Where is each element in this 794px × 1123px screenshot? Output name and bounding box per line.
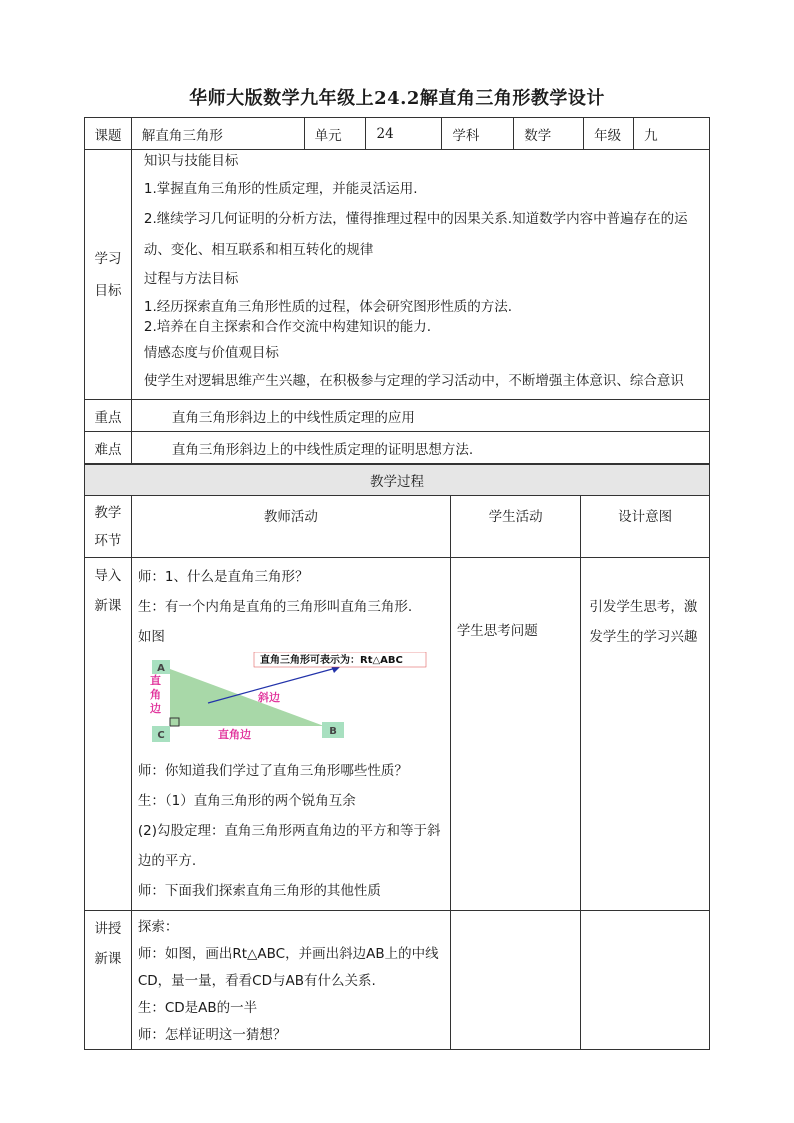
teaching-process-table [84, 464, 710, 1050]
teach-stage [85, 911, 132, 1050]
intro-stage-line2: 新课 [94, 598, 122, 614]
knowledge-item-2: 2.继续学习几何证明的分析方法，懂得推理过程中的因果关系.知道数学内容中普遍存在的运动、变化、相互联系和相互转化的规律 [143, 211, 688, 258]
attitude-heading: 情感态度与价值观目标 [143, 345, 279, 361]
hypotenuse-label: 斜边 [257, 691, 280, 704]
col-stage-header [85, 496, 132, 558]
topic-label: 课题 [85, 118, 132, 150]
teach-line-4: 师：怎样证明这一猜想？ [137, 1027, 287, 1043]
teach-student-activity [450, 911, 581, 1050]
topic-value: 解直角三角形 [131, 118, 304, 150]
unit-value: 24 [366, 118, 442, 150]
col-stage-line1: 教学 [94, 505, 122, 521]
grade-label: 年级 [584, 118, 634, 150]
objectives-label [85, 150, 132, 400]
grade-value: 九 [634, 118, 710, 150]
process-heading: 过程与方法目标 [143, 271, 239, 287]
intro-line-6: (2)勾股定理：直角三角形两直角边的平方和等于斜边的平方. [137, 823, 441, 869]
intro-line-7: 师：下面我们探索直角三角形的其他性质 [137, 883, 381, 899]
difficulty-label: 难点 [85, 432, 132, 464]
key-point-label: 重点 [85, 400, 132, 432]
process-item-1: 1.经历探索直角三角形性质的过程，体会研究图形性质的方法. [143, 299, 513, 315]
objectives-content [131, 150, 709, 400]
teach-stage-line1: 讲授 [94, 921, 122, 937]
intro-line-3: 如图 [137, 629, 165, 645]
figure-caption: 直角三角形可表示为：Rt△ABC [259, 655, 403, 666]
right-triangle-figure [146, 652, 436, 750]
vertical-leg-label: 直角边 [149, 674, 161, 715]
document-title: 华师大版数学九年级上24.2解直角三角形教学设计 [189, 88, 605, 109]
subject-value: 数学 [514, 118, 584, 150]
objectives-label-line2: 目标 [94, 282, 122, 299]
process-item-2: 2.培养在自主探索和合作交流中构建知识的能力. [143, 319, 432, 335]
knowledge-item-1: 1.掌握直角三角形的性质定理，并能灵活运用. [143, 181, 418, 197]
col-intent-header: 设计意图 [581, 496, 710, 558]
col-stage-line2: 环节 [94, 533, 122, 549]
teach-line-1: 探索： [137, 919, 179, 935]
teach-teacher-activity [131, 911, 450, 1050]
intro-student-activity: 学生思考问题 [450, 558, 581, 911]
horizontal-leg-label: 直角边 [217, 728, 251, 741]
teach-line-3: 生：CD是AB的一半 [137, 1000, 258, 1016]
knowledge-heading: 知识与技能目标 [143, 153, 239, 169]
intro-line-1: 师：1、什么是直角三角形？ [137, 569, 309, 585]
teach-design-intent [581, 911, 710, 1050]
lesson-info-table [84, 117, 710, 464]
objectives-label-line1: 学习 [94, 250, 122, 267]
col-student-header: 学生活动 [450, 496, 581, 558]
attitude-item-1: 使学生对逻辑思维产生兴趣，在积极参与定理的学习活动中，不断增强主体意识、综合意识 [143, 373, 684, 389]
key-point-value: 直角三角形斜边上的中线性质定理的应用 [131, 400, 709, 432]
difficulty-value: 直角三角形斜边上的中线性质定理的证明思想方法. [131, 432, 709, 464]
intro-line-4: 师：你知道我们学过了直角三角形哪些性质？ [137, 763, 408, 779]
unit-label: 单元 [304, 118, 366, 150]
intro-line-2: 生：有一个内角是直角的三角形叫直角三角形. [137, 599, 413, 615]
intro-line-5: 生：（1）直角三角形的两个锐角互余 [137, 793, 356, 809]
vertex-a-label: A [156, 663, 165, 674]
vertex-b-label: B [329, 726, 337, 737]
subject-label: 学科 [442, 118, 514, 150]
intro-teacher-activity [131, 558, 450, 911]
process-header: 教学过程 [85, 465, 710, 496]
intro-stage [85, 558, 132, 911]
intro-design-intent: 引发学生思考，激发学生的学习兴趣 [581, 558, 710, 911]
col-teacher-header: 教师活动 [131, 496, 450, 558]
vertex-c-label: C [157, 730, 165, 741]
teach-line-2: 师：如图，画出Rt△ABC，并画出斜边AB上的中线CD，量一量，看看CD与AB有什么关系. [137, 946, 439, 989]
intro-stage-line1: 导入 [94, 568, 122, 584]
teach-stage-line2: 新课 [94, 951, 122, 967]
